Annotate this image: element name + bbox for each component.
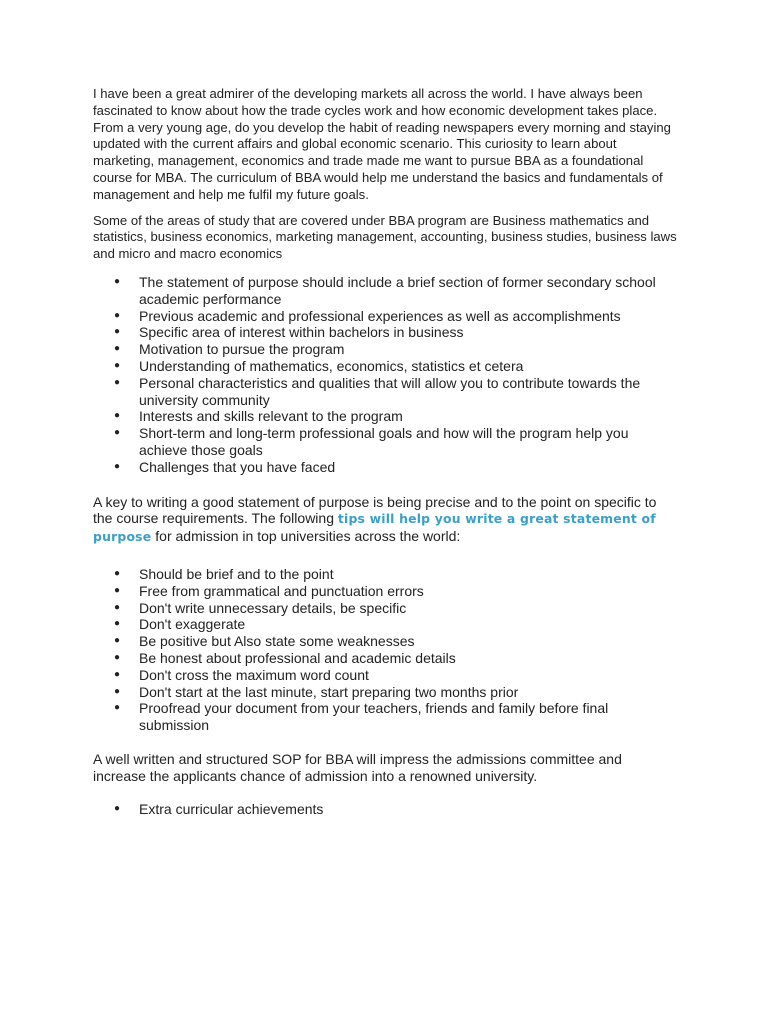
achievements-list [93, 801, 678, 818]
bullet-icon: ● [114, 567, 121, 579]
intro-paragraph: I have been a great admirer of the developing markets all across the world. I have always been fascinated to know about how the trade cycles work and how economic development takes place. From a very young age, do you develop the habit of reading newspapers every morning and staying updated with the current affairs and global economic scenario. This curiosity to learn about marketing, management, economics and trade made me want to pursue BBA as a foundational course for MBA. The curriculum of BBA would help me understand the basics and fundamentals of management and help me fulfil my future goals. [93, 86, 671, 202]
list-item: ● Challenges that you have faced [114, 458, 336, 475]
bullet-icon: ● [114, 460, 121, 472]
list-item: ● Be honest about professional and academic details [114, 649, 456, 666]
list-item: ● Personal characteristics and qualities that will allow you to contribute towards the university community [114, 374, 641, 408]
bullet-icon: ● [114, 584, 121, 596]
list-item: ● Extra curricular achievements [114, 801, 324, 818]
bullet-icon: ● [114, 702, 121, 714]
closing-paragraph: A well written and structured SOP for BBA will impress the admissions committee and increase the applicants chance of admission into a renowned university. [93, 750, 622, 784]
list-item: ● Specific area of interest within bachelors in business [114, 324, 464, 341]
sop-contents-list [93, 274, 678, 476]
list-item: ● Short-term and long-term professional goals and how will the program help you achieve those goals [114, 425, 629, 458]
bullet-icon: ● [114, 309, 121, 321]
document-page [93, 86, 678, 818]
bullet-icon: ● [114, 618, 121, 630]
list-item: ● Don't start at the last minute, start preparing two months prior [114, 683, 519, 700]
list-item: ● The statement of purpose should include a brief section of former secondary school academic performance [114, 273, 656, 307]
key-paragraph: A key to writing a good statement of purpose is being precise and to the point on specific to the course requirements. The following tips will help you write a great statement of purpose for admission in top universities across the world: [93, 493, 657, 545]
bullet-icon: ● [114, 685, 121, 697]
bullet-icon: ● [114, 359, 121, 371]
bullet-icon: ● [114, 343, 121, 355]
bullet-icon: ● [114, 803, 121, 815]
list-item: ● Be positive but Also state some weaknesses [114, 633, 415, 650]
bullet-icon: ● [114, 275, 121, 287]
list-item: ● Should be brief and to the point [114, 565, 334, 582]
list-item: ● Understanding of mathematics, economics, statistics et cetera [114, 357, 524, 374]
bullet-icon: ● [114, 376, 121, 388]
list-item: ● Don't exaggerate [114, 616, 246, 633]
list-item: ● Motivation to pursue the program [114, 341, 345, 358]
list-item: ● Don't write unnecessary details, be specific [114, 599, 407, 616]
bullet-icon: ● [114, 427, 121, 439]
bullet-icon: ● [114, 410, 121, 422]
study-areas-paragraph: Some of the areas of study that are covered under BBA program are Business mathematics and statistics, business economics, marketing management, accounting, business studies, business laws and micro and macro economics [93, 212, 677, 262]
list-item: ● Don't cross the maximum word count [114, 666, 369, 683]
list-item: ● Free from grammatical and punctuation errors [114, 582, 424, 599]
bullet-icon: ● [114, 651, 121, 663]
tips-link[interactable]: tips will help you write a great statement of purpose [93, 511, 656, 545]
bullet-icon: ● [114, 668, 121, 680]
tips-list [93, 566, 678, 734]
bullet-icon: ● [114, 635, 121, 647]
bullet-icon: ● [114, 601, 121, 613]
list-item: ● Interests and skills relevant to the program [114, 408, 403, 425]
list-item: ● Proofread your document from your teachers, friends and family before final submission [114, 700, 609, 734]
list-item: ● Previous academic and professional experiences as well as accomplishments [114, 307, 621, 324]
bullet-icon: ● [114, 326, 121, 338]
